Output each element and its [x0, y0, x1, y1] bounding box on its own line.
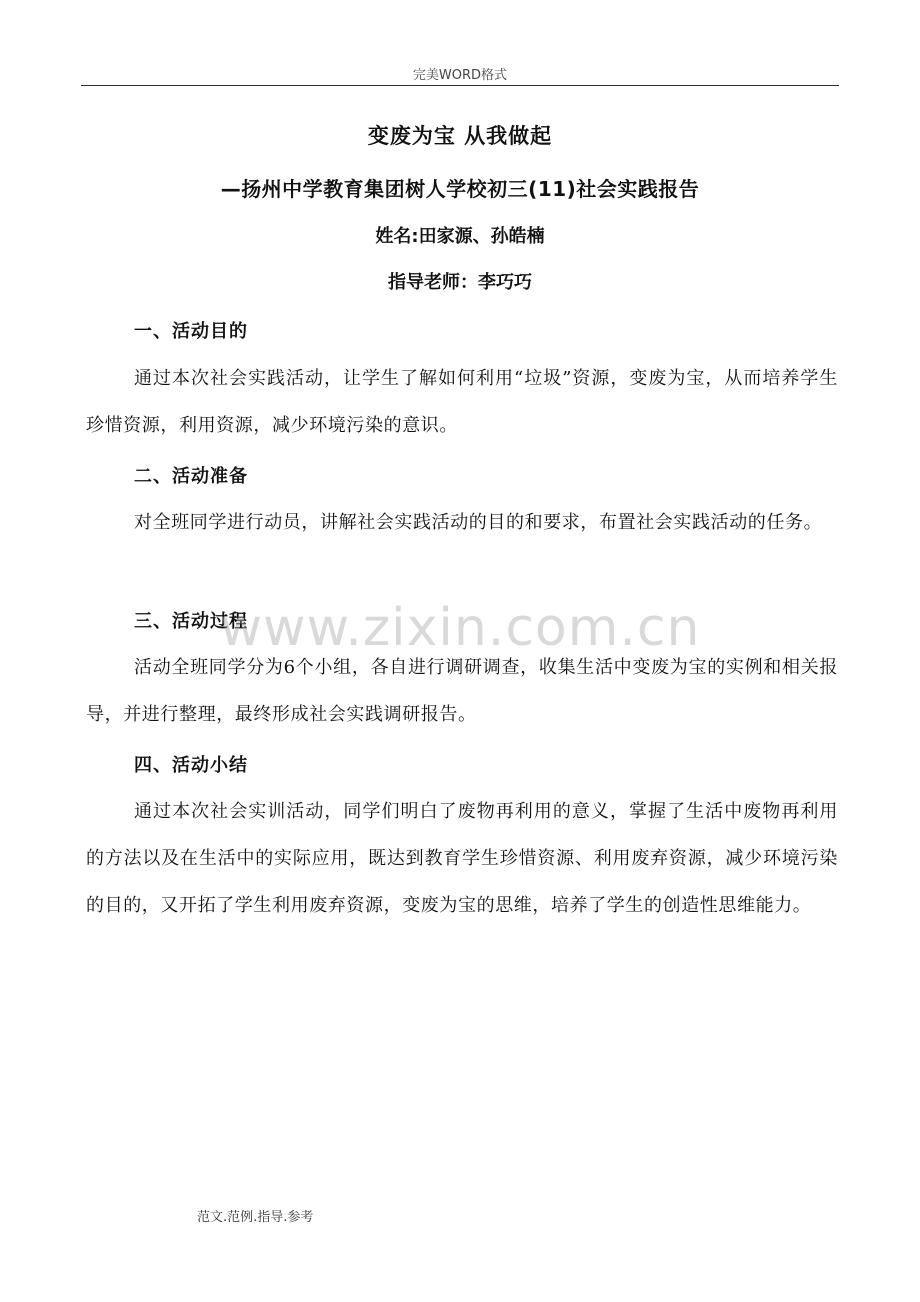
page-footer: 范文.范例.指导.参考	[197, 1210, 314, 1225]
section-body-purpose: 通过本次社会实践活动，让学生了解如何利用“垃圾”资源，变废为宝，从而培养学生珍惜资源，利用资源，减少环境污染的意识。	[86, 368, 838, 436]
document-title: 变废为宝 从我做起	[367, 124, 553, 148]
section-body-preparation: 对全班同学进行动员，讲解社会实践活动的目的和要求，布置社会实践活动的任务。	[134, 512, 823, 533]
page-header: 完美WORD格式	[412, 68, 508, 83]
advisor-line: 指导老师：李巧巧	[388, 272, 532, 293]
section-heading-purpose: 一、活动目的	[134, 321, 248, 342]
watermark: www.zixin.com.cn	[219, 598, 701, 658]
section-heading-process: 三、活动过程	[134, 611, 248, 632]
authors-line: 姓名:田家源、孙皓楠	[375, 226, 545, 247]
section-body-process: 活动全班同学分为6个小组，各自进行调研调查，收集生活中变废为宝的实例和相关报导，并进行整理，最终形成社会实践调研报告。	[86, 657, 838, 725]
header-divider	[81, 85, 839, 86]
section-heading-preparation: 二、活动准备	[134, 466, 248, 487]
section-heading-summary: 四、活动小结	[134, 755, 248, 776]
document-subtitle: —扬州中学教育集团树人学校初三(11)社会实践报告	[220, 177, 700, 201]
section-body-summary: 通过本次社会实训活动，同学们明白了废物再利用的意义，掌握了生活中废物再利用的方法以及在生活中的实际应用，既达到教育学生珍惜资源、利用废弃资源，减少环境污染的目的，又开拓了学生利用废弃资源，变废为宝的思维，培养了学生的创造性思维能力。	[86, 801, 838, 916]
